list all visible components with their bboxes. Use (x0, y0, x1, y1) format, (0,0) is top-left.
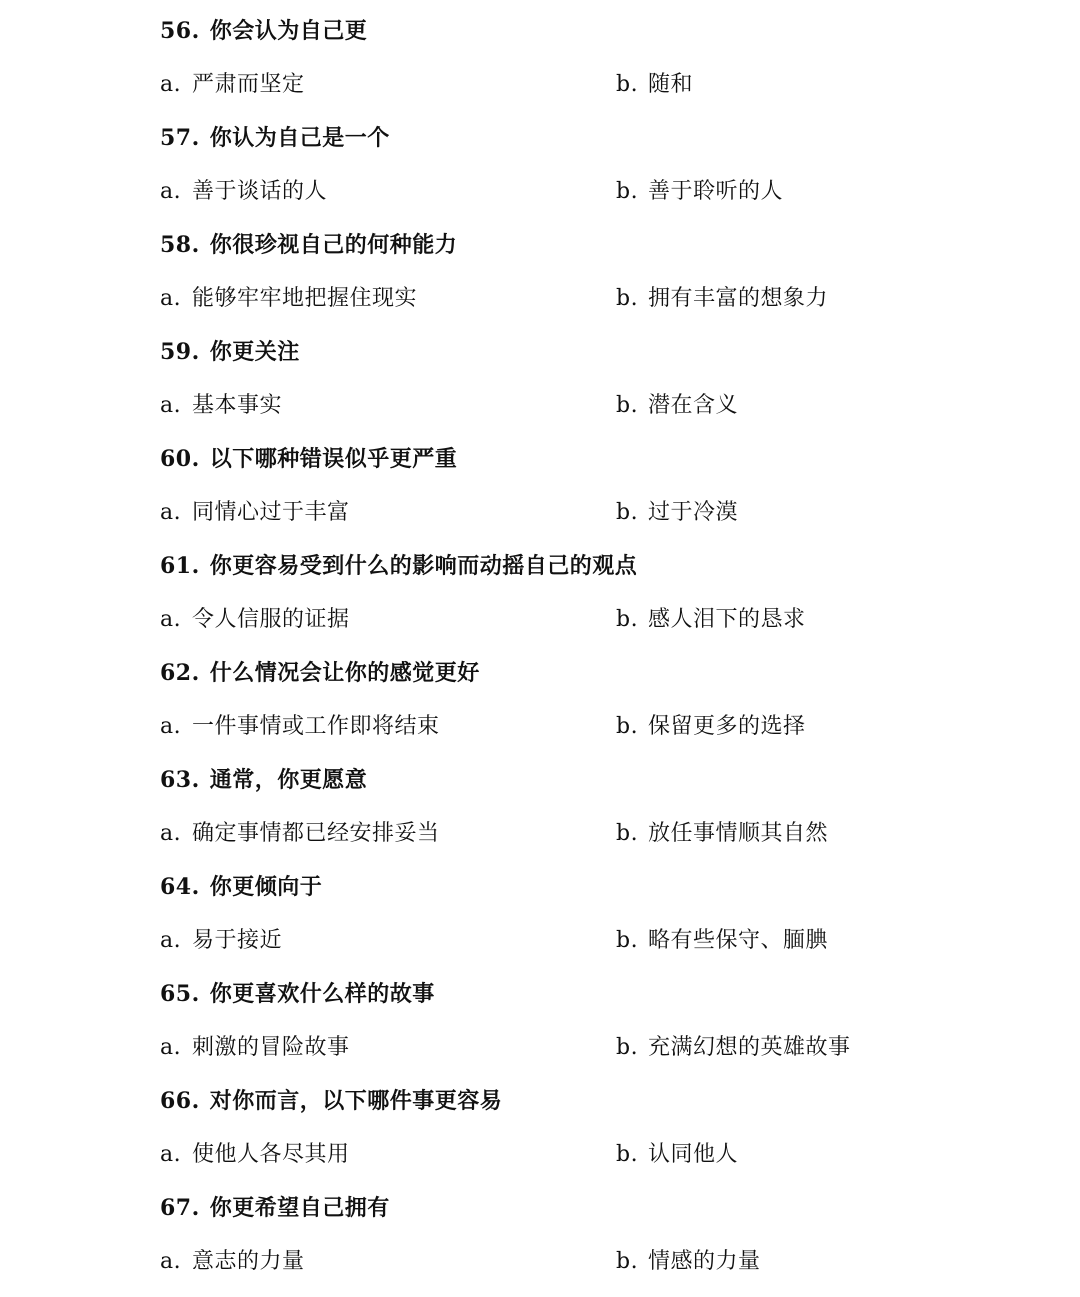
question-title (160, 229, 457, 261)
question-title (160, 1192, 390, 1224)
question-63 (160, 752, 1020, 859)
option-a[interactable] (160, 711, 440, 743)
question-text: 你认为自己是一个 (209, 125, 390, 151)
question-text: 你更关注 (209, 339, 300, 365)
option-a[interactable] (160, 283, 417, 315)
option-b-label: b. (616, 393, 639, 418)
option-a-text: 刺激的冒险故事 (192, 1035, 350, 1060)
option-b-text: 感人泪下的恳求 (648, 607, 806, 632)
question-text: 对你而言，以下哪件事更容易 (209, 1088, 503, 1114)
option-b-text: 保留更多的选择 (648, 714, 806, 739)
question-title (160, 1085, 502, 1117)
question-56 (160, 3, 1020, 110)
question-title (160, 550, 637, 582)
option-b-text: 拥有丰富的想象力 (648, 286, 829, 311)
question-number: 61. (160, 553, 200, 579)
option-a-text: 同情心过于丰富 (192, 500, 350, 525)
option-a-label: a. (160, 393, 182, 418)
option-a-label: a. (160, 286, 182, 311)
question-text: 通常，你更愿意 (209, 767, 368, 793)
question-title (160, 764, 367, 796)
question-number: 66. (160, 1088, 200, 1114)
question-number: 57. (160, 125, 200, 151)
option-a-text: 确定事情都已经安排妥当 (192, 821, 440, 846)
question-66 (160, 1073, 1020, 1180)
option-a-text: 基本事实 (192, 393, 283, 418)
question-text: 你很珍视自己的何种能力 (209, 232, 458, 258)
option-b-label: b. (616, 500, 639, 525)
option-b-text: 充满幻想的英雄故事 (648, 1035, 851, 1060)
question-number: 60. (160, 446, 200, 472)
option-b[interactable] (616, 925, 828, 957)
question-number: 62. (160, 660, 200, 686)
option-a-label: a. (160, 928, 182, 953)
question-text: 你更喜欢什么样的故事 (209, 981, 435, 1007)
option-b-text: 善于聆听的人 (648, 179, 784, 204)
question-64 (160, 859, 1020, 966)
option-b-label: b. (616, 1035, 639, 1060)
option-b[interactable] (616, 604, 806, 636)
option-b-text: 过于冷漠 (648, 500, 739, 525)
option-a-text: 一件事情或工作即将结束 (192, 714, 440, 739)
question-title (160, 871, 322, 903)
option-a-label: a. (160, 179, 182, 204)
option-b-text: 放任事情顺其自然 (648, 821, 829, 846)
option-b-label: b. (616, 607, 639, 632)
question-text: 你更容易受到什么的影响而动摇自己的观点 (209, 553, 638, 579)
option-b-text: 随和 (648, 72, 694, 97)
option-b[interactable] (616, 1246, 761, 1278)
option-b-label: b. (616, 1142, 639, 1167)
option-a-label: a. (160, 1035, 182, 1060)
question-text: 你更希望自己拥有 (209, 1195, 390, 1221)
question-number: 63. (160, 767, 200, 793)
option-a[interactable] (160, 390, 282, 422)
option-b-label: b. (616, 286, 639, 311)
option-b-text: 略有些保守、腼腆 (648, 928, 829, 953)
question-number: 65. (160, 981, 200, 1007)
option-b-text: 认同他人 (648, 1142, 739, 1167)
option-a-text: 令人信服的证据 (192, 607, 350, 632)
question-text: 以下哪种错误似乎更严重 (209, 446, 458, 472)
question-number: 64. (160, 874, 200, 900)
option-b[interactable] (616, 1032, 851, 1064)
question-text: 什么情况会让你的感觉更好 (209, 660, 480, 686)
option-b[interactable] (616, 176, 783, 208)
question-number: 56. (160, 18, 200, 44)
option-b[interactable] (616, 69, 693, 101)
option-a[interactable] (160, 604, 350, 636)
option-a-text: 使他人各尽其用 (192, 1142, 350, 1167)
option-a[interactable] (160, 1246, 305, 1278)
option-a-text: 能够牢牢地把握住现实 (192, 286, 418, 311)
option-b-label: b. (616, 1249, 639, 1274)
question-title (160, 443, 457, 475)
option-b-label: b. (616, 928, 639, 953)
option-b[interactable] (616, 283, 828, 315)
option-a-label: a. (160, 714, 182, 739)
option-a-label: a. (160, 500, 182, 525)
option-a[interactable] (160, 818, 440, 850)
option-a-label: a. (160, 1249, 182, 1274)
option-b-label: b. (616, 714, 639, 739)
question-65 (160, 966, 1020, 1073)
option-b[interactable] (616, 711, 806, 743)
option-a-text: 易于接近 (192, 928, 283, 953)
option-b-label: b. (616, 179, 639, 204)
option-b-label: b. (616, 821, 639, 846)
question-title (160, 657, 480, 689)
option-b[interactable] (616, 497, 738, 529)
question-62 (160, 645, 1020, 752)
option-a-label: a. (160, 72, 182, 97)
option-b[interactable] (616, 1139, 738, 1171)
option-a-text: 意志的力量 (192, 1249, 305, 1274)
option-b-text: 情感的力量 (648, 1249, 761, 1274)
option-b-text: 潜在含义 (648, 393, 739, 418)
option-b[interactable] (616, 818, 828, 850)
question-number: 59. (160, 339, 200, 365)
option-a-label: a. (160, 821, 182, 846)
question-57 (160, 110, 1020, 217)
option-a[interactable] (160, 69, 305, 101)
question-67 (160, 1180, 1020, 1287)
option-a[interactable] (160, 1139, 350, 1171)
question-text: 你更倾向于 (209, 874, 323, 900)
question-number: 58. (160, 232, 200, 258)
question-number: 67. (160, 1195, 200, 1221)
option-a[interactable] (160, 925, 282, 957)
option-a-text: 善于谈话的人 (192, 179, 328, 204)
option-a-label: a. (160, 607, 182, 632)
question-title (160, 978, 435, 1010)
question-title (160, 15, 367, 47)
option-a[interactable] (160, 176, 327, 208)
option-a-text: 严肃而坚定 (192, 72, 305, 97)
question-title (160, 122, 390, 154)
question-text: 你会认为自己更 (209, 18, 368, 44)
option-a[interactable] (160, 1032, 350, 1064)
question-58 (160, 217, 1020, 324)
question-59 (160, 324, 1020, 431)
question-title (160, 336, 300, 368)
option-a-label: a. (160, 1142, 182, 1167)
question-60 (160, 431, 1020, 538)
option-b[interactable] (616, 390, 738, 422)
question-61 (160, 538, 1020, 645)
option-b-label: b. (616, 72, 639, 97)
option-a[interactable] (160, 497, 350, 529)
